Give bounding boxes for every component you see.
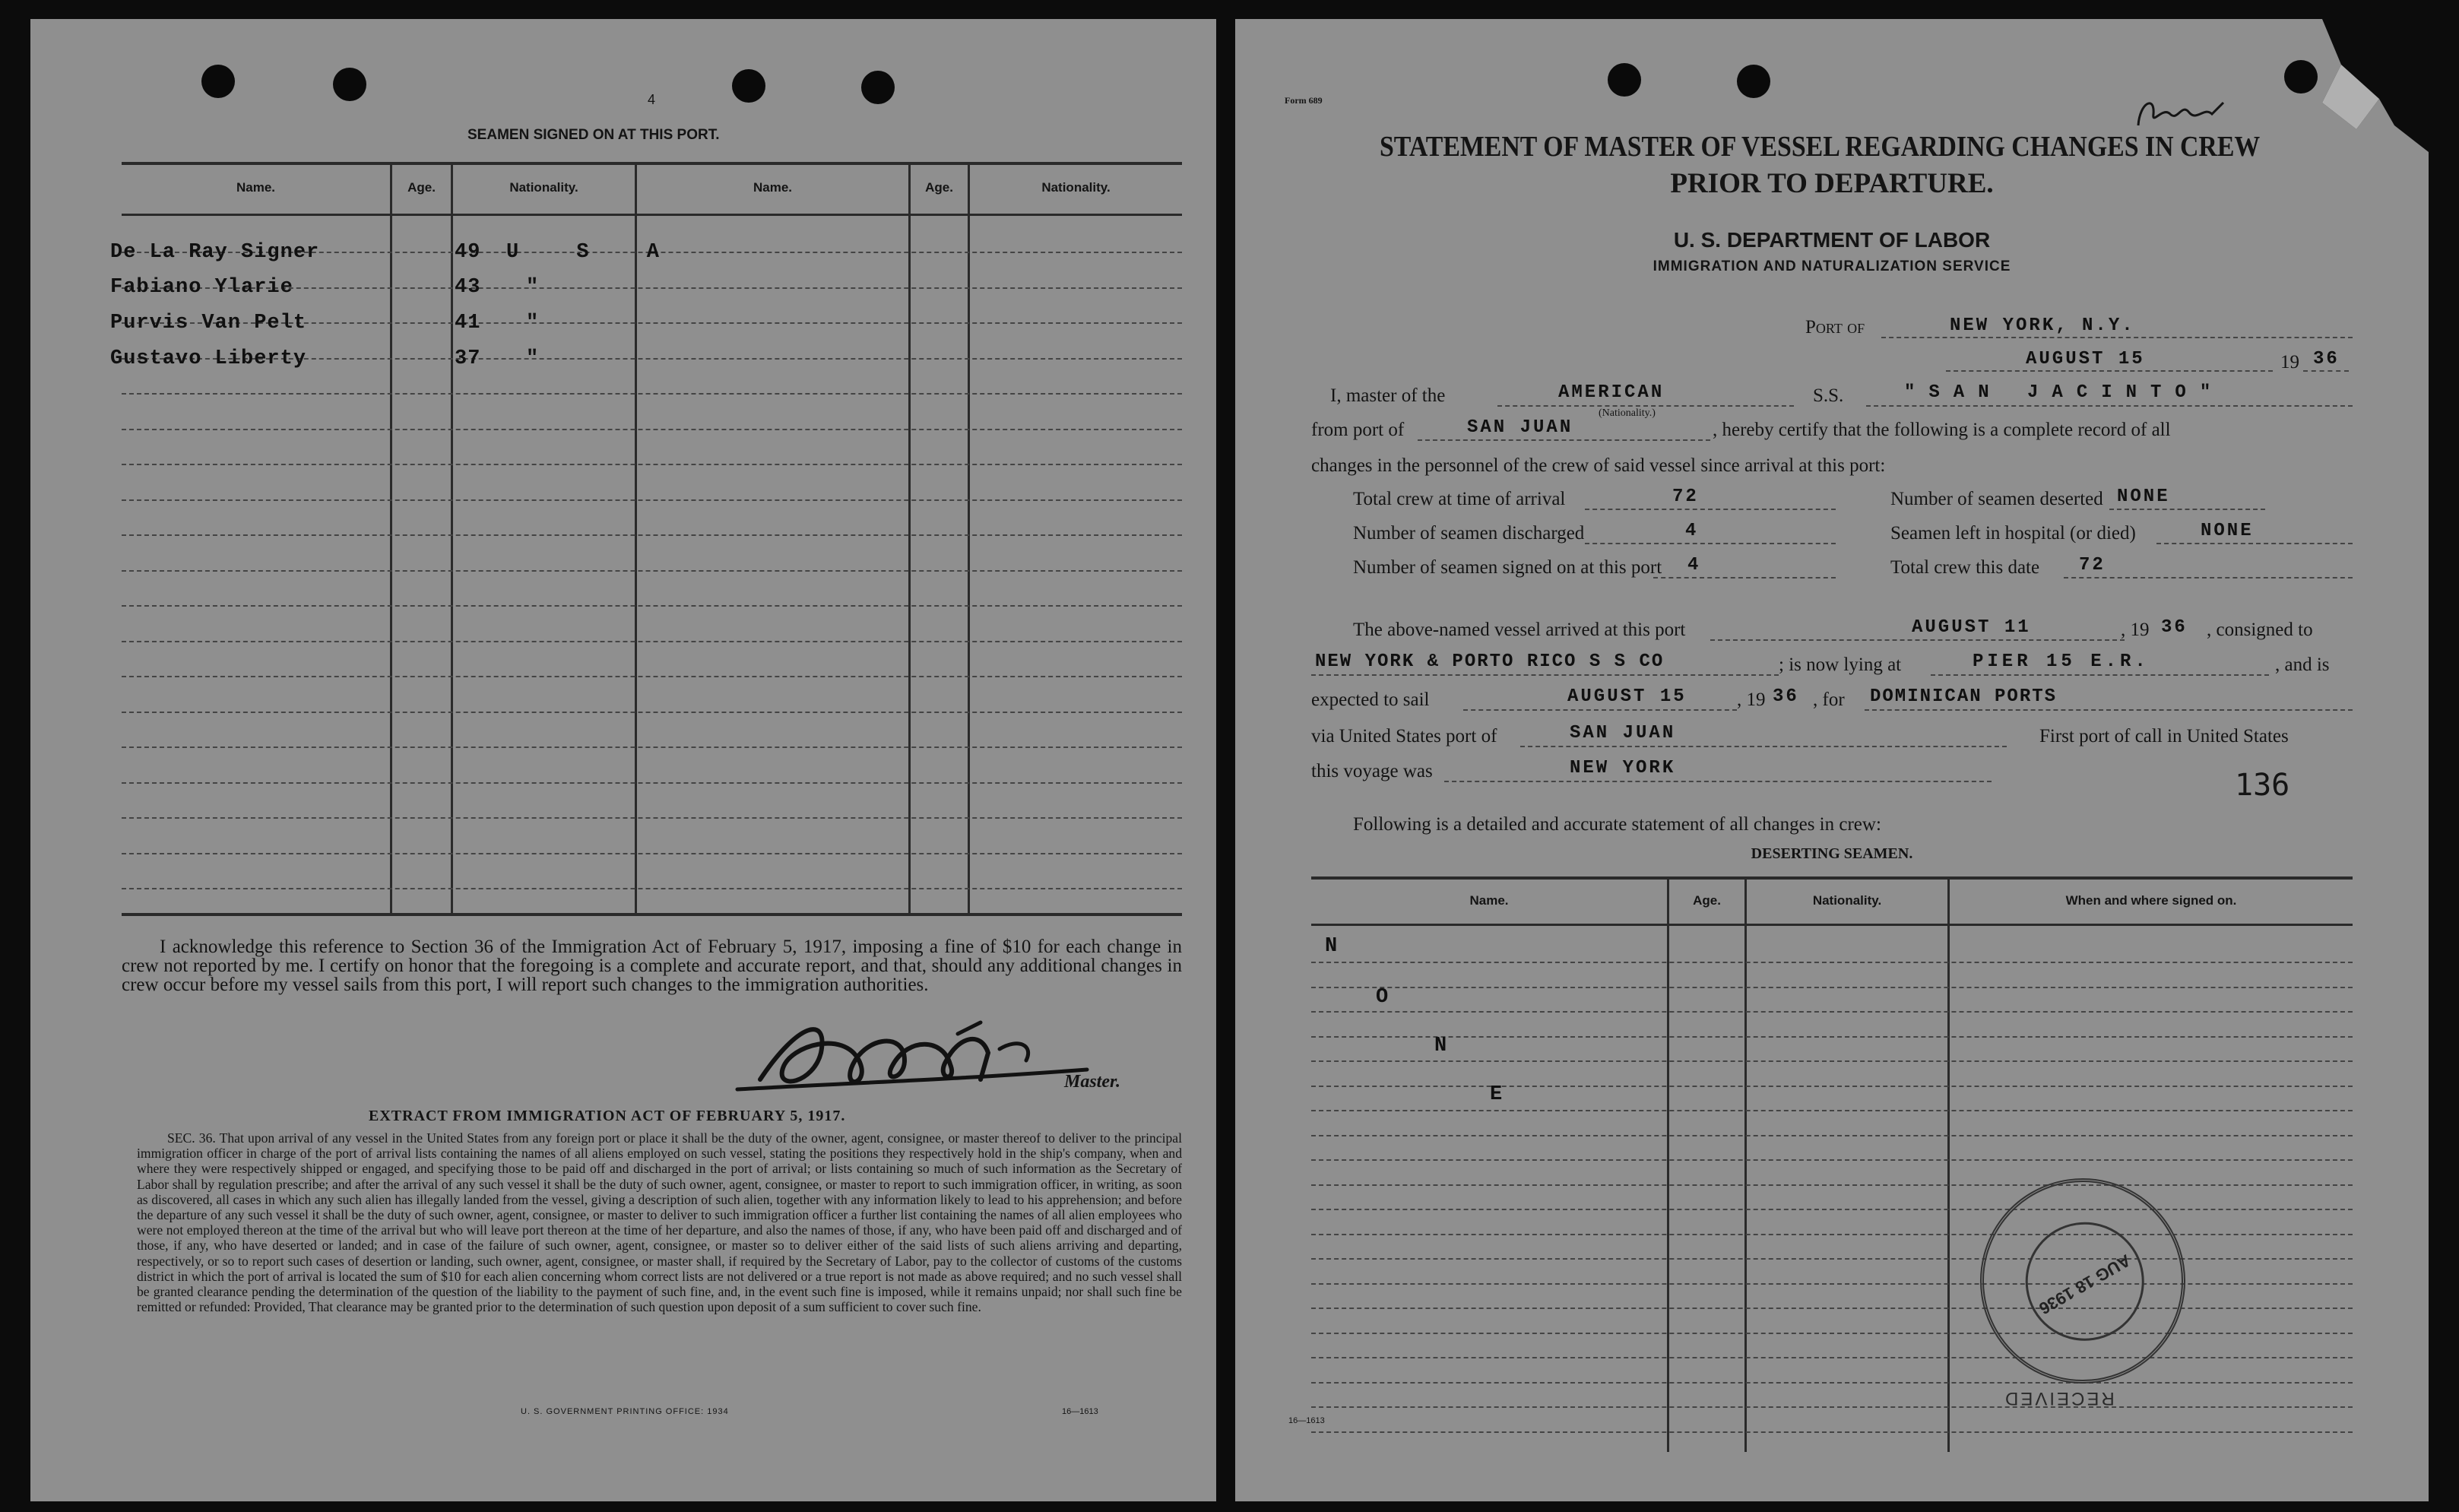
lying-value: PIER 15 E.R.	[1973, 651, 2150, 672]
total-crew-date-label: Total crew this date	[1890, 557, 2040, 578]
acknowledgement-text: I acknowledge this reference to Section 36 of the Immigration Act of February 5, 1917, imposing a fine of $10 for each change in crew not reported by me. I certify on honor that the foregoing is a complete and accurate report, and that, should any additional changes in crew occur before my vessel sails from this port, I will report such changes to the immigration authorities.	[122, 937, 1182, 995]
form-title-line1: STATEMENT OF MASTER OF VESSEL REGARDING CHANGES IN CREW	[1380, 131, 2261, 163]
signed-on-value: 4	[1687, 555, 1701, 575]
fill-line	[1710, 639, 2125, 641]
row-line	[122, 853, 1182, 854]
punch-hole	[333, 68, 366, 101]
fill-line	[1946, 370, 2273, 372]
seaman-nationality: "	[526, 347, 540, 370]
total-crew-arrival-value: 72	[1672, 487, 1699, 507]
seaman-name: Fabiano Ylarie	[110, 276, 293, 299]
fill-line	[1865, 709, 2353, 711]
col-header-age: Age.	[407, 180, 436, 195]
fill-line	[2064, 577, 2353, 578]
row-line	[122, 605, 1182, 607]
right-page	[1235, 19, 2429, 1501]
row-line	[1311, 962, 2353, 963]
voyage-value: NEW YORK	[1570, 758, 1676, 778]
table-top-rule	[1311, 876, 2353, 880]
master-label: Master.	[1064, 1072, 1121, 1092]
and-is-label: , and is	[2275, 655, 2330, 675]
left-page	[30, 19, 1216, 1501]
column-divider	[908, 163, 911, 914]
first-port-label: First port of call in United States	[2039, 726, 2289, 746]
row-line	[1311, 1060, 2353, 1062]
form-title-line2: PRIOR TO DEPARTURE.	[1670, 168, 1994, 199]
expected-value: AUGUST 15	[1567, 686, 1687, 707]
date-value: AUGUST 15	[2026, 349, 2145, 369]
nationality-note: (Nationality.)	[1599, 407, 1656, 419]
arrived-label: The above-named vessel arrived at this port	[1353, 620, 1686, 640]
row-line	[1311, 1209, 2353, 1210]
seaman-age: 37	[455, 347, 481, 370]
column-divider	[1947, 878, 1950, 1452]
fill-line	[1418, 439, 1710, 441]
table-top-rule	[122, 162, 1182, 165]
for-label: , for	[1813, 689, 1845, 710]
seaman-age: 41	[455, 312, 481, 334]
fill-line	[1444, 781, 1992, 782]
discharged-value: 4	[1685, 521, 1699, 541]
deserted-value: NONE	[2117, 487, 2170, 507]
year-prefix: 19	[2280, 352, 2299, 372]
column-divider	[635, 163, 637, 914]
received-stamp: RECEIVED	[2003, 1388, 2115, 1409]
voyage-label: this voyage was	[1311, 761, 1433, 781]
port-value: NEW YORK, N.Y.	[1950, 315, 2135, 336]
changes-text: changes in the personnel of the crew of said vessel since arrival at this port:	[1311, 455, 1886, 476]
row-line	[1311, 1110, 2353, 1111]
lying-label: ; is now lying at	[1779, 655, 1902, 675]
row-line	[1311, 1234, 2353, 1235]
for-value: DOMINICAN PORTS	[1870, 686, 2058, 707]
punch-hole	[861, 71, 895, 104]
table-row	[110, 347, 306, 370]
year-value: 36	[2313, 349, 2340, 369]
punch-hole	[1737, 65, 1770, 98]
row-line	[122, 464, 1182, 465]
row-line	[1311, 1308, 2353, 1309]
signed-on-label: Number of seamen signed on at this port	[1353, 557, 1662, 578]
column-divider	[968, 163, 970, 914]
arrived-value: AUGUST 11	[1912, 617, 2031, 638]
row-line	[122, 393, 1182, 395]
from-port-label: from port of	[1311, 420, 1405, 440]
row-line	[1311, 1036, 2353, 1038]
none-letter: N	[1325, 935, 1339, 958]
fill-line	[1931, 674, 2269, 676]
seaman-age: 49	[455, 241, 481, 264]
arrived-year-prefix: , 19	[2121, 620, 2150, 640]
column-divider	[1744, 878, 1747, 1452]
master-signature	[730, 1007, 1095, 1106]
fill-line	[2156, 543, 2353, 544]
fill-line	[1866, 405, 2353, 407]
total-crew-date-value: 72	[2079, 555, 2106, 575]
seaman-name: De La Ray Signer	[110, 241, 320, 264]
row-line	[1311, 1283, 2353, 1285]
seaman-nationality: U S A	[506, 241, 683, 264]
column-divider	[1667, 878, 1669, 1452]
none-letter: E	[1490, 1083, 1504, 1106]
punch-hole	[201, 65, 235, 98]
row-line	[1311, 1258, 2353, 1260]
form-number: Form 689	[1285, 95, 1323, 106]
consignee-value: NEW YORK & PORTO RICO S S CO	[1315, 651, 1665, 672]
fill-line	[1497, 405, 1794, 407]
table-row	[110, 312, 306, 334]
row-line	[1311, 1184, 2353, 1186]
page-number: 4	[648, 92, 656, 107]
extract-title: EXTRACT FROM IMMIGRATION ACT OF FEBRUARY 5, 1917.	[369, 1108, 846, 1124]
expected-label: expected to sail	[1311, 689, 1430, 710]
consigned-label: , consigned to	[2207, 620, 2313, 640]
row-line	[122, 888, 1182, 889]
row-line	[122, 712, 1182, 713]
fill-line	[1463, 709, 1737, 711]
extract-text: SEC. 36. That upon arrival of any vessel in the United States from any foreign port or place it shall be the duty of the owner, agent, consignee, or master thereof to deliver to the principal immigration officer in charge of the port of arrival lists containing the names of all aliens employed on such vessel, stating the positions they respectively hold in the ship's company, when and where they were respectively shipped or engaged, and specifying those to be paid off and discharged in the port of arrival; or lists containing so much of such information as the Secretary of Labor shall by regulation prescribe; and after the arrival of any such vessel it shall be the duty of such owner, agent, consignee, or master to report to such immigration officer, in writing, as soon as discovered, all cases in which any such alien has illegally landed from the vessel, giving a description of such alien, together with any information likely to lead to his apprehension; and before the departure of any such vessel it shall be the duty of such owner, agent, consignee, or master to deliver to such immigration officer a further list containing the names of all alien employees who were not employed thereon at the time of the arrival but who will leave port thereon at the time of her departure, and also the names of those, if any, who have been paid off and discharged and of those, if any, who have deserted or landed; and in case of the failure of such owner, agent, consignee, or master so to deliver either of the said lists of such aliens arriving and departing, respectively, or so to report such cases of desertion or landing, such owner, agent, consignee, or master shall, if required by the Secretary of Labor, pay to the collector of customs of the customs district in which the port of arrival is located the sum of $10 for each alien concerning whom correct lists are not delivered or a true report is not made as above required; and no such vessel shall be granted clearance pending the determination of the question of the liability to the payment of such fine, and, in the event such fine is imposed, while it remains unpaid; nor shall such fine be remitted or refunded: Provided, That clearance may be granted prior to the determination of such question upon deposit of a sum sufficient to cover such fine.	[137, 1130, 1182, 1315]
row-line	[122, 499, 1182, 501]
deserted-label: Number of seamen deserted	[1890, 489, 2103, 509]
via-label: via United States port of	[1311, 726, 1497, 746]
expected-year-value: 36	[1773, 686, 1799, 707]
seaman-age: 43	[455, 276, 481, 299]
col-header-nationality: Nationality.	[1041, 180, 1111, 195]
nationality-value: AMERICAN	[1558, 382, 1665, 403]
row-line	[122, 676, 1182, 677]
ss-label: S.S.	[1813, 385, 1844, 406]
row-line	[1311, 1135, 2353, 1136]
row-line	[1311, 1406, 2353, 1408]
col-header-age: Age.	[925, 180, 953, 195]
none-letter: N	[1434, 1035, 1448, 1057]
fill-line	[1653, 577, 1836, 578]
col-header-age: Age.	[1693, 893, 1721, 908]
row-line	[122, 746, 1182, 748]
column-divider	[451, 163, 453, 914]
row-line	[1311, 1357, 2353, 1358]
table-bottom-rule	[122, 913, 1182, 916]
col-header-name: Name.	[753, 180, 793, 195]
row-line	[122, 641, 1182, 642]
ship-name: "SAN JACINTO"	[1904, 382, 2225, 403]
footer-printing-office: U. S. GOVERNMENT PRINTING OFFICE: 1934	[521, 1407, 729, 1416]
footer-code: 16—1613	[1062, 1407, 1098, 1416]
col-header-name: Name.	[1469, 893, 1509, 908]
fill-line	[1585, 543, 1836, 544]
service: IMMIGRATION AND NATURALIZATION SERVICE	[1653, 258, 2011, 274]
from-port-value: SAN JUAN	[1467, 417, 1573, 438]
column-divider	[390, 163, 392, 914]
port-label: Port of	[1805, 317, 1865, 338]
hospital-value: NONE	[2201, 521, 2254, 541]
expected-year-prefix: , 19	[1737, 689, 1766, 710]
fill-line	[2109, 509, 2265, 510]
row-line	[1311, 1011, 2353, 1013]
footer-code: 16—1613	[1288, 1416, 1325, 1425]
row-line	[122, 429, 1182, 430]
stamp-date: AUG 18 1936	[2036, 1250, 2134, 1319]
row-line	[1311, 1431, 2353, 1433]
table-header-rule	[122, 214, 1182, 216]
row-line	[1311, 1159, 2353, 1161]
total-crew-arrival-label: Total crew at time of arrival	[1353, 489, 1566, 509]
col-header-nationality: Nationality.	[509, 180, 578, 195]
punch-hole	[1608, 63, 1641, 97]
row-line	[122, 782, 1182, 784]
section-title: SEAMEN SIGNED ON AT THIS PORT.	[467, 127, 720, 143]
immigration-stamp	[1943, 1141, 2223, 1422]
row-line	[1311, 1086, 2353, 1087]
punch-hole	[732, 69, 765, 103]
table-header-rule	[1311, 924, 2353, 926]
row-line	[1311, 987, 2353, 988]
row-line	[122, 534, 1182, 536]
seaman-nationality: "	[526, 312, 540, 334]
discharged-label: Number of seamen discharged	[1353, 523, 1585, 544]
seaman-name: Gustavo Liberty	[110, 347, 307, 370]
department: U. S. DEPARTMENT OF LABOR	[1673, 228, 1991, 252]
following-text: Following is a detailed and accurate statement of all changes in crew:	[1353, 814, 1881, 835]
row-line	[122, 570, 1182, 572]
fill-line	[2303, 370, 2349, 372]
hospital-label: Seamen left in hospital (or died)	[1890, 523, 2136, 544]
master-of-label: I, master of the	[1330, 385, 1446, 406]
row-line	[122, 817, 1182, 819]
col-header-when-where: When and where signed on.	[2065, 893, 2237, 908]
fill-line	[1881, 337, 2353, 338]
row-line	[1311, 1382, 2353, 1384]
none-letter: O	[1376, 986, 1390, 1009]
seaman-nationality: "	[526, 276, 540, 299]
table-row	[110, 276, 293, 299]
fill-line	[1311, 674, 1779, 676]
arrived-year-value: 36	[2161, 617, 2188, 638]
deserting-title: DESERTING SEAMEN.	[1751, 845, 1913, 862]
col-header-nationality: Nationality.	[1812, 893, 1882, 908]
certify-text: , hereby certify that the following is a complete record of all	[1713, 420, 2171, 440]
seaman-name: Purvis Van Pelt	[110, 312, 307, 334]
handwritten-number: 136	[2235, 768, 2290, 803]
via-value: SAN JUAN	[1570, 723, 1676, 743]
row-line	[1311, 1333, 2353, 1334]
fill-line	[1585, 509, 1836, 510]
table-row	[110, 241, 319, 264]
fill-line	[1520, 746, 2007, 747]
col-header-name: Name.	[236, 180, 276, 195]
